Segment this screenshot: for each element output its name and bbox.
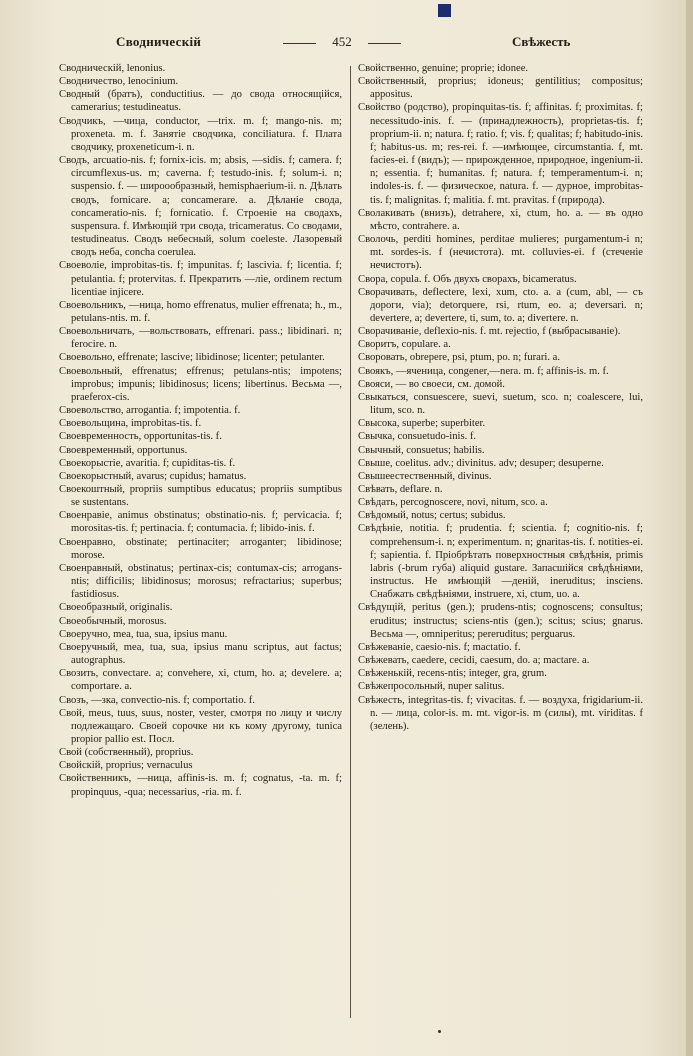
dictionary-entry: Сводъ, arcuatio-nis. f; fornix-icis. m; absis, —sidis. f; camera. f; circumflexus-us. m; caverna. f; testudo-inis. f; solum-i. n; suspensio. f. — широообразный, hemisphaerium-ii. n. Дѣлать сводъ, fornicare. a; concamerare. a. Дѣланіе свода, concameratio-nis. f; fornicatio. f. Строеніе на сводахъ, suspensura. f. Имѣющій три свода, tricameratus. Со сводами, testudineatus. Сводъ небесный, solum coeleste. Лазоревый сводъ неба, concha coerulea. bbox=[59, 155, 342, 259]
dictionary-entry: Сводническій, lenonius. bbox=[59, 63, 166, 74]
dictionary-entry: Свѣжепросольный, nuper salitus. bbox=[358, 681, 505, 693]
dictionary-entry: Своровать, obrepere, psi, ptum, po. n; furari. a. bbox=[358, 352, 560, 364]
dictionary-entry: Сволочь, perditi homines, perditae mulieres; purgamentum-i n; mt. sordes-is. f (нечистота). mt. colluvies-ei. f (стеченіе нечистотъ). bbox=[358, 234, 643, 272]
dictionary-entry: Свѣдѣніе, notitia. f; prudentia. f; scientia. f; cognitio-nis. f; comprehensum-i. n; experimentum. n; gnaritas-tis. f. notities-ei. f; sapientia. f. Пріобрѣтать поверхностныя свѣдѣнія, primis labris (-brum губа) aliquid gustare. Запасшійся свѣдѣніями, instructus. Не имѣющій —деній, ineruditus; insciens. Снабжать свѣдѣніями, instruere, xi, ctum, uo. a. bbox=[358, 523, 643, 601]
page-spine-edge bbox=[686, 0, 693, 1056]
dictionary-entry: Своевременный, opportunus. bbox=[59, 444, 188, 456]
running-header bbox=[0, 34, 693, 56]
dictionary-entry: Своеобычный, morosus. bbox=[59, 615, 167, 627]
dictionary-entry: Свойственный, proprius; idoneus; gentilitius; compositus; appositus. bbox=[358, 76, 643, 101]
dictionary-entry: Сворачивать, deflectere, lexi, xum, cto. a. a (cum, abl, — съ дороги, via); detorquere, rsi, rtum, eo. a; deversari. n; devertere, a; devertere, ti, sum, to. a; divertere. n. bbox=[358, 286, 643, 324]
dictionary-entry: Сводчикъ, —чица, conductor, —trix. m. f; mango-nis. m; proxeneta. m. f. Занятіе сводчика, conciliatura. f. Плата сводчику, proxeneticum-i. n. bbox=[59, 115, 342, 153]
dictionary-entry: Свѣдомый, notus; certus; subidus. bbox=[358, 510, 506, 522]
dictionary-entry: Свойство (родство), propinquitas-tis. f; affinitas. f; proximitas. f; necessitudo-inis. f. — (принадлежность), proprietas-tis. f; proprium-ii. n; natura. f; ratio. f; vis. f; qualitas; f; habitudo-inis. f; habitus-us. m; res-rei. f. —имѣющее, circumstantia. f, mt. facies-ei. f (видъ); — прирожденное, природное, ingenium-ii. n; essentia. f; humanitas. f; natura. f; temperamentum-i. n; indoles-is. f. — физическое, natura. f. — дурное, improbitas-tis. f; malignitas. f; malitia. f. mt. pravitas. f (природа). bbox=[358, 102, 643, 206]
dictionary-entry: Сводничество, lenocinium. bbox=[59, 76, 179, 88]
dictionary-entry: Свѣжевать, caedere, cecidi, caesum, do. a; mactare. a. bbox=[358, 655, 590, 667]
dictionary-entry: Свора, copula. f. Объ двухъ сворахъ, bicameratus. bbox=[358, 273, 577, 285]
dictionary-entry: Свойственникъ, —ница, affinis-is. m. f; cognatus, -ta. m. f; propinquus, -qua; necessarius, -ria. m. f. bbox=[59, 773, 342, 798]
dictionary-entry: Своевольный, effrenatus; effrenus; petulans-ntis; impotens; improbus; impunis; libidinosus; licens; libertinus. Весьма —, praeferox-cis. bbox=[59, 365, 342, 403]
dictionary-entry: Свояси, — во своеси, см. домой. bbox=[358, 378, 505, 390]
dictionary-entry: Свойственно, genuine; proprie; idonee. bbox=[358, 63, 529, 74]
page-number: 452 bbox=[283, 34, 401, 50]
column-divider bbox=[350, 66, 351, 1018]
dictionary-entry: Свой, meus, tuus, suus, noster, vester, смотря по лицу и числу подлежащаго. Своей сорочке ни къ кому другому, tunica propior pallio est. Посл. bbox=[59, 707, 342, 745]
dictionary-entry: Своенравно, obstinate; pertinaciter; arroganter; libidinose; morose. bbox=[59, 536, 342, 561]
dictionary-entry: Сволакивать (внизъ), detrahere, xi, ctum, ho. a. — въ одно мѣсто, contrahere. a. bbox=[358, 207, 643, 232]
dictionary-entry: Свычка, consuetudo-inis. f. bbox=[358, 431, 477, 443]
dictionary-entry: Своевольничать, —вольствовать, effrenari. pass.; libidinari. n; ferocire. n. bbox=[59, 326, 342, 351]
header-left-guide-word: Сводническій bbox=[116, 34, 202, 49]
dictionary-entry: Свозить, convectare. a; convehere, xi, ctum, ho. a; develere. a; comportare. a. bbox=[59, 668, 342, 693]
dictionary-entry: Сворачиваніе, deflexio-nis. f. mt. rejectio, f (выбрасываніе). bbox=[358, 326, 621, 338]
dictionary-entry: Свысока, superbe; superbiter. bbox=[358, 418, 486, 430]
dictionary-entry: Своеволіе, improbitas-tis. f; impunitas. f; lascivia. f; licentia. f; petulantia. f; protervitas. f. Прекратить —ліе, ordinem rectum licentiae injicere. bbox=[59, 260, 342, 298]
dictionary-entry: Своенравный, obstinatus; pertinax-cis; contumax-cis; arrogans-ntis; difficilis; libidinosus; morosus; refractarius; superbus; fastidiosus. bbox=[59, 562, 342, 601]
dictionary-entry: Своеручно, mea, tua, sua, ipsius manu. bbox=[59, 628, 228, 640]
dictionary-entry: Своеобразный, originalis. bbox=[59, 602, 173, 614]
dictionary-entry: Свѣжеваніе, caesio-nis. f; mactatio. f. bbox=[358, 641, 521, 653]
dictionary-entry: Своритъ, copulare. a. bbox=[358, 339, 451, 351]
dictionary-entry: Своекоштный, propriis sumptibus educatus; propriis sumptibus se sustentans. bbox=[59, 484, 342, 509]
dictionary-entry: Свѣвать, deflare. n. bbox=[358, 484, 443, 495]
dictionary-entry: Свѣдать, percognoscere, novi, nitum, sco. a. bbox=[358, 497, 548, 509]
dictionary-entry: Свыкаться, consuescere, suevi, suetum, sco. n; coalescere, lui, litum, sco. n. bbox=[358, 391, 643, 417]
dictionary-entry: Своевольщина, improbitas-tis. f. bbox=[59, 418, 202, 430]
dictionary-entry: Свычный, consuetus; habilis. bbox=[358, 444, 485, 456]
blue-bookmark-tab bbox=[438, 4, 451, 17]
dictionary-entry: Свой (собственный), proprius. bbox=[59, 747, 194, 759]
dictionary-entry: Своякъ, —яченица, congener,—nera. m. f; affinis-is. m. f. bbox=[358, 365, 609, 377]
dictionary-entry: Свѣдущій, peritus (gen.); prudens-ntis; cognoscens; consultus; eruditus; instructus; sciens-ntis (gen.); scitus; scius; gnarus. Весьма —, omniperitus; pereruditus; perguarus. bbox=[358, 602, 643, 640]
left-column bbox=[59, 62, 342, 799]
dictionary-entry: Свойскій, proprius; vernaculus bbox=[59, 760, 193, 772]
dictionary-entry: Своевольство, arrogantia. f; impotentia. f. bbox=[59, 405, 241, 417]
dictionary-entry: Своенравіе, animus obstinatus; obstinatio-nis. f; pervicacia. f; morositas-tis. f; pertinacia. f; contumacia. f; libido-inis. f. bbox=[59, 510, 342, 535]
dictionary-entry: Своевольникъ, —ница, homo effrenatus, mulier effrenata; h., m., petulans-ntis. m. f. bbox=[59, 299, 342, 324]
dictionary-entry: Своевременность, opportunitas-tis. f. bbox=[59, 431, 222, 443]
dictionary-entry: Свѣжесть, integritas-tis. f; vivacitas. f. — воздуха, frigidarium-ii. n. — лица, color-is. m. mt. vigor-is. m (силы), mt. viriditas. f (зелень). bbox=[358, 694, 643, 732]
dictionary-entry: Свыше, coelitus. adv.; divinitus. adv; desuper; desuperne. bbox=[358, 457, 604, 469]
dictionary-entry: Своевольно, effrenate; lascive; libidinose; licenter; petulanter. bbox=[59, 352, 325, 364]
right-column bbox=[358, 62, 643, 733]
dictionary-entry: Свѣженькій, recens-ntis; integer, gra, grum. bbox=[358, 668, 547, 680]
dictionary-entry: Своекорыстный, avarus; cupidus; hamatus. bbox=[59, 470, 247, 482]
ink-speck bbox=[438, 1030, 441, 1033]
dictionary-entry: Свозъ, —зка, convectio-nis. f; comportatio. f. bbox=[59, 694, 255, 706]
worn-print-area bbox=[59, 930, 209, 1010]
header-right-guide-word: Свѣжесть bbox=[512, 34, 571, 49]
dictionary-entry: Сводный (братъ), conductitius. — до свода относящійся, camerarius; testudineatus. bbox=[59, 89, 342, 114]
dictionary-entry: Своекорыстіе, avaritia. f; cupiditas-tis. f. bbox=[59, 457, 236, 469]
dictionary-entry: Своеручный, mea, tua, sua, ipsius manu scriptus, aut factus; autographus. bbox=[59, 641, 342, 667]
dictionary-entry: Свышеестественный, divinus. bbox=[358, 470, 492, 482]
